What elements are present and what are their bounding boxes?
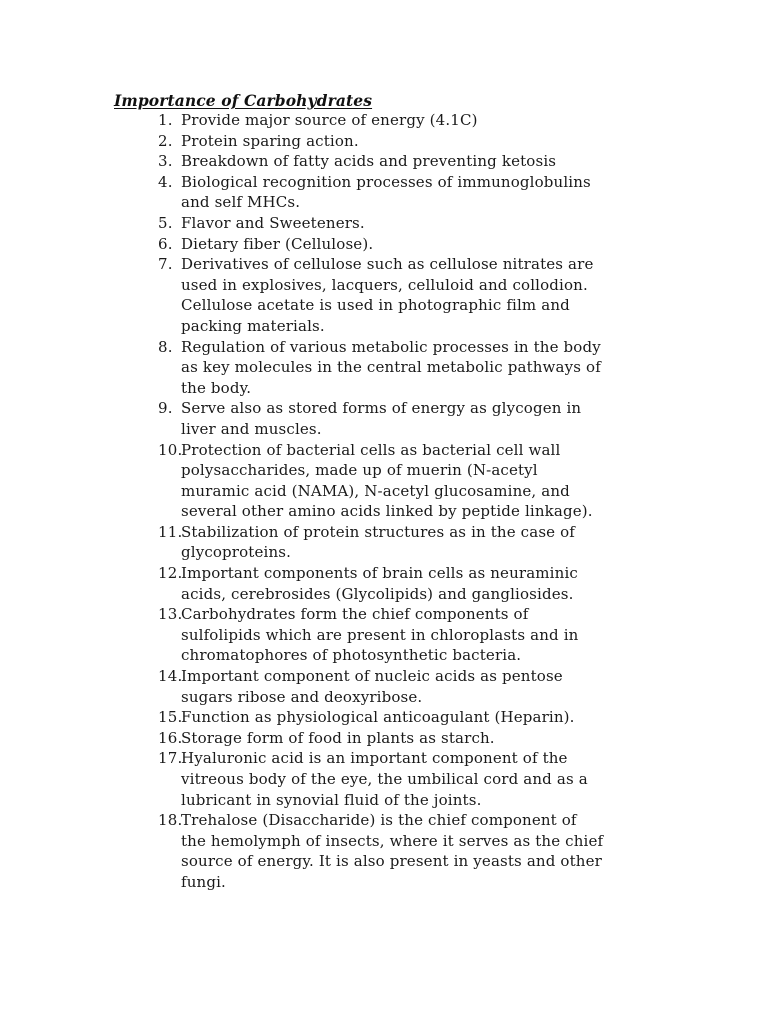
list-item: [0, 213, 768, 234]
list-item-text: Trehalose (Disaccharide) is the chief component of the hemolymph of insects, where it serves as the chief source of energy. It is also present in yeasts and other fungi.: [181, 811, 604, 891]
list-item-number: 3.: [158, 152, 173, 171]
list-item-number: 1.: [158, 111, 173, 129]
list-item: [0, 604, 768, 666]
list-item-number: 17.: [158, 749, 183, 768]
list-item: [0, 110, 768, 131]
list-item: [0, 234, 768, 255]
list-item-text: Hyaluronic acid is an important component of the vitreous body of the eye, the umbilical cord and as a lubricant in synovial fluid of the joints.: [181, 749, 588, 809]
list-item: [0, 172, 768, 213]
list-item-text: Function as physiological anticoagulant (Heparin).: [181, 708, 575, 727]
list-item: [0, 563, 768, 604]
list-item: [0, 254, 768, 336]
list-item-number: 10.: [158, 440, 183, 459]
list-item-text: Provide major source of energy (4.1C): [181, 111, 478, 129]
list-item-text: Protein sparing action.: [181, 131, 359, 150]
list-item: [0, 810, 768, 892]
list-item-number: 13.: [158, 605, 183, 624]
list-item-text: Breakdown of fatty acids and preventing ketosis: [181, 152, 557, 171]
list-item: [0, 337, 768, 399]
list-item-number: 12.: [158, 564, 183, 583]
list-item-number: 7.: [158, 255, 173, 274]
list-item-text: Flavor and Sweeteners.: [181, 213, 365, 232]
list-item-text: Important components of brain cells as neuraminic acids, cerebrosides (Glycolipids) and gangliosides.: [181, 564, 578, 603]
list-item: [0, 440, 768, 522]
list-item: [0, 131, 768, 152]
list-item: [0, 707, 768, 728]
carbohydrate-importance-list: [0, 110, 768, 893]
list-item-number: 18.: [158, 811, 183, 830]
list-item: [0, 748, 768, 810]
list-item-number: 15.: [158, 708, 183, 727]
list-item-text: Derivatives of cellulose such as cellulose nitrates are used in explosives, lacquers, celluloid and collodion. Cellulose acetate is used in photographic film and packing materials.: [181, 255, 594, 335]
list-item-text: Dietary fiber (Cellulose).: [181, 234, 374, 253]
list-item-number: 14.: [158, 667, 183, 686]
list-item-text: Carbohydrates form the chief components of sulfolipids which are present in chloroplasts and in chromatophores of photosynthetic bacteria.: [181, 605, 579, 665]
list-item-text: Serve also as stored forms of energy as glycogen in liver and muscles.: [181, 399, 582, 438]
list-item: [0, 151, 768, 172]
list-item-text: Protection of bacterial cells as bacterial cell wall polysaccharides, made up of muerin (N-acetyl muramic acid (NAMA), N-acetyl glucosamine, and several other amino acids linked by peptide linkage).: [181, 440, 593, 521]
list-item: [0, 666, 768, 707]
list-item-number: 11.: [158, 522, 183, 541]
list-item-text: Stabilization of protein structures as in the case of glycoproteins.: [181, 522, 576, 562]
list-item-text: Biological recognition processes of immunoglobulins and self MHCs.: [181, 172, 591, 212]
document-title: Importance of Carbohydrates: [114, 91, 373, 110]
list-item-number: 8.: [158, 337, 173, 356]
list-item-number: 9.: [158, 399, 173, 418]
list-item-text: Important component of nucleic acids as pentose sugars ribose and deoxyribose.: [181, 667, 563, 706]
list-item: [0, 522, 768, 563]
list-item-number: 2.: [158, 131, 173, 150]
list-item-number: 16.: [158, 728, 183, 747]
list-item-number: 6.: [158, 234, 173, 253]
list-item: [0, 398, 768, 439]
list-item: [0, 728, 768, 749]
list-item-text: Regulation of various metabolic processes in the body as key molecules in the central metabolic pathways of the body.: [181, 337, 601, 397]
list-item-text: Storage form of food in plants as starch.: [181, 728, 495, 747]
list-item-number: 4.: [158, 172, 173, 191]
list-item-number: 5.: [158, 213, 173, 232]
